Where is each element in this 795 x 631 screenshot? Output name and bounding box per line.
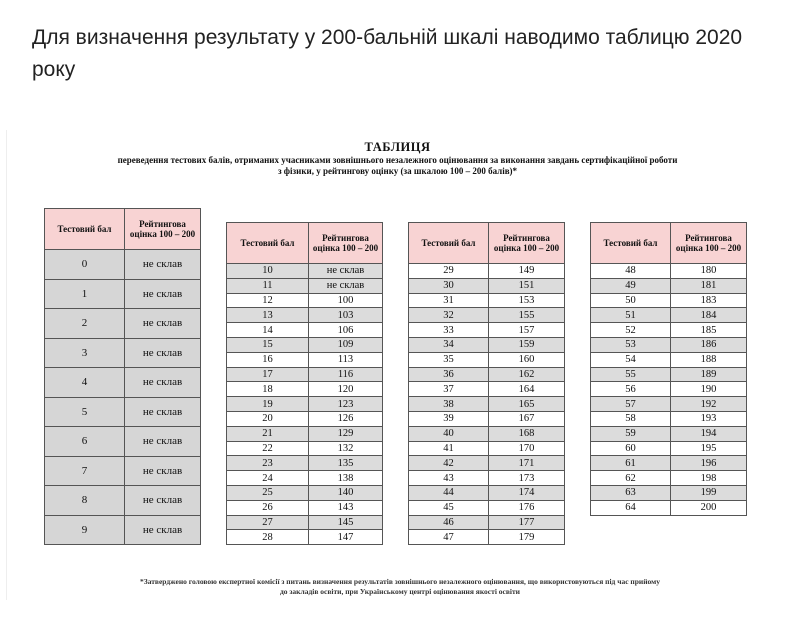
test-score-cell: 54: [591, 352, 671, 367]
test-score-cell: 62: [591, 471, 671, 486]
rating-cell: 199: [671, 485, 747, 500]
table-row: [45, 279, 201, 309]
test-score-cell: 45: [409, 500, 489, 515]
test-score-cell: 58: [591, 411, 671, 426]
rating-cell: 184: [671, 308, 747, 323]
table-row: [227, 426, 383, 441]
table-row: [227, 456, 383, 471]
table-row: [591, 337, 747, 352]
rating-cell: 183: [671, 293, 747, 308]
test-score-cell: 63: [591, 485, 671, 500]
table-row: [591, 411, 747, 426]
table-row: [591, 323, 747, 338]
table-row: [591, 264, 747, 279]
table-row: [227, 352, 383, 367]
table-row: [227, 382, 383, 397]
table-row: [591, 426, 747, 441]
table-row: [45, 338, 201, 368]
rating-cell: 109: [309, 337, 383, 352]
test-score-cell: 12: [227, 293, 309, 308]
table-row: [227, 308, 383, 323]
table-row: [227, 264, 383, 279]
test-score-cell: 23: [227, 456, 309, 471]
rating-cell: 100: [309, 293, 383, 308]
test-score-cell: 24: [227, 471, 309, 486]
test-score-cell: 37: [409, 382, 489, 397]
rating-cell: не склав: [125, 309, 201, 339]
rating-cell: не склав: [125, 397, 201, 427]
table-row: [591, 293, 747, 308]
test-score-cell: 6: [45, 427, 125, 457]
table-row: [409, 367, 565, 382]
test-score-cell: 47: [409, 530, 489, 545]
rating-cell: 132: [309, 441, 383, 456]
test-score-cell: 8: [45, 486, 125, 516]
rating-cell: 103: [309, 308, 383, 323]
rating-cell: 189: [671, 367, 747, 382]
column-header-rating: Рейтингова оцінка 100 – 200: [671, 223, 747, 264]
table-row: [227, 323, 383, 338]
test-score-cell: 4: [45, 368, 125, 398]
test-score-cell: 21: [227, 426, 309, 441]
rating-cell: 200: [671, 500, 747, 515]
table-row: [45, 368, 201, 398]
test-score-cell: 7: [45, 456, 125, 486]
column-header-test-score: Тестовий бал: [591, 223, 671, 264]
test-score-cell: 17: [227, 367, 309, 382]
rating-cell: 155: [489, 308, 565, 323]
table-row: [227, 397, 383, 412]
rating-cell: 170: [489, 441, 565, 456]
rating-cell: 194: [671, 426, 747, 441]
table-row: [591, 352, 747, 367]
table-row: [409, 352, 565, 367]
table-row: [409, 456, 565, 471]
table-row: [409, 308, 565, 323]
rating-cell: 177: [489, 515, 565, 530]
score-table-3: [408, 222, 565, 545]
document-subtitle-line1: переведення тестових балів, отриманих учасниками зовнішнього незалежного оцінювання за виконання завдань сертифікаційної роботи: [117, 155, 678, 165]
rating-cell: 167: [489, 411, 565, 426]
rating-cell: 186: [671, 337, 747, 352]
table-row: [45, 250, 201, 280]
footnote-line1: *Затверджено головою експертної комісії з питань визначення результатів зовнішнього незалежного оцінювання, що використовуються під час прийому: [139, 577, 661, 586]
rating-cell: 145: [309, 515, 383, 530]
test-score-cell: 61: [591, 456, 671, 471]
table-row: [591, 382, 747, 397]
footnote: [60, 577, 740, 597]
rating-cell: не склав: [125, 368, 201, 398]
test-score-cell: 25: [227, 485, 309, 500]
rating-cell: 188: [671, 352, 747, 367]
score-table-1: [44, 208, 201, 545]
rating-cell: 193: [671, 411, 747, 426]
rating-cell: не склав: [125, 279, 201, 309]
test-score-cell: 32: [409, 308, 489, 323]
test-score-cell: 33: [409, 323, 489, 338]
table-row: [45, 427, 201, 457]
table-row: [409, 530, 565, 545]
test-score-cell: 14: [227, 323, 309, 338]
score-table-2: [226, 222, 383, 545]
table-row: [45, 515, 201, 545]
table-row: [227, 471, 383, 486]
score-table-4: [590, 222, 747, 516]
table-row: [227, 441, 383, 456]
test-score-cell: 64: [591, 500, 671, 515]
table-row: [409, 264, 565, 279]
test-score-cell: 53: [591, 337, 671, 352]
test-score-cell: 51: [591, 308, 671, 323]
rating-cell: 106: [309, 323, 383, 338]
rating-cell: 149: [489, 264, 565, 279]
rating-cell: 162: [489, 367, 565, 382]
rating-cell: не склав: [309, 278, 383, 293]
rating-cell: 138: [309, 471, 383, 486]
test-score-cell: 5: [45, 397, 125, 427]
test-score-cell: 3: [45, 338, 125, 368]
column-header-rating: Рейтингова оцінка 100 – 200: [309, 223, 383, 264]
test-score-cell: 59: [591, 426, 671, 441]
document-subtitle: [40, 155, 755, 177]
column-header-test-score: Тестовий бал: [409, 223, 489, 264]
rating-cell: 151: [489, 278, 565, 293]
document-subtitle-line2: з фізики, у рейтингову оцінку (за шкалою 100 – 200 балів)*: [277, 166, 518, 176]
test-score-cell: 27: [227, 515, 309, 530]
test-score-cell: 34: [409, 337, 489, 352]
table-row: [227, 500, 383, 515]
table-row: [409, 293, 565, 308]
test-score-cell: 40: [409, 426, 489, 441]
table-row: [45, 456, 201, 486]
rating-cell: 157: [489, 323, 565, 338]
rating-cell: 176: [489, 500, 565, 515]
test-score-cell: 2: [45, 309, 125, 339]
test-score-cell: 49: [591, 278, 671, 293]
table-row: [591, 471, 747, 486]
test-score-cell: 52: [591, 323, 671, 338]
table-row: [227, 367, 383, 382]
test-score-cell: 56: [591, 382, 671, 397]
table-row: [409, 382, 565, 397]
rating-cell: 160: [489, 352, 565, 367]
test-score-cell: 20: [227, 411, 309, 426]
test-score-cell: 10: [227, 264, 309, 279]
rating-cell: 180: [671, 264, 747, 279]
rating-cell: 123: [309, 397, 383, 412]
table-row: [409, 471, 565, 486]
test-score-cell: 29: [409, 264, 489, 279]
rating-cell: 113: [309, 352, 383, 367]
rating-cell: 165: [489, 397, 565, 412]
test-score-cell: 28: [227, 530, 309, 545]
table-row: [591, 441, 747, 456]
test-score-cell: 57: [591, 397, 671, 412]
table-row: [227, 278, 383, 293]
table-row: [227, 530, 383, 545]
test-score-cell: 48: [591, 264, 671, 279]
table-row: [591, 308, 747, 323]
column-header-test-score: Тестовий бал: [227, 223, 309, 264]
test-score-cell: 60: [591, 441, 671, 456]
test-score-cell: 35: [409, 352, 489, 367]
table-row: [227, 485, 383, 500]
test-score-cell: 18: [227, 382, 309, 397]
test-score-cell: 39: [409, 411, 489, 426]
table-row: [591, 367, 747, 382]
page-heading: Для визначення результату у 200-бальній шкалі наводимо таблицю 2020 року: [32, 26, 743, 81]
table-row: [409, 397, 565, 412]
table-row: [409, 500, 565, 515]
test-score-cell: 46: [409, 515, 489, 530]
rating-cell: 196: [671, 456, 747, 471]
table-row: [409, 515, 565, 530]
test-score-cell: 19: [227, 397, 309, 412]
rating-cell: не склав: [125, 515, 201, 545]
test-score-cell: 50: [591, 293, 671, 308]
test-score-cell: 26: [227, 500, 309, 515]
rating-cell: 120: [309, 382, 383, 397]
rating-cell: 181: [671, 278, 747, 293]
rating-cell: 185: [671, 323, 747, 338]
test-score-cell: 9: [45, 515, 125, 545]
test-score-cell: 41: [409, 441, 489, 456]
document-title: ТАБЛИЦЯ: [364, 140, 431, 154]
footnote-line2: до закладів освіти, при Українському центрі оцінювання якості освіти: [280, 587, 520, 596]
test-score-cell: 55: [591, 367, 671, 382]
table-row: [409, 323, 565, 338]
test-score-cell: 22: [227, 441, 309, 456]
rating-cell: 153: [489, 293, 565, 308]
rating-cell: 171: [489, 456, 565, 471]
rating-cell: 159: [489, 337, 565, 352]
rating-cell: 174: [489, 485, 565, 500]
rating-cell: 192: [671, 397, 747, 412]
test-score-cell: 15: [227, 337, 309, 352]
rating-cell: 140: [309, 485, 383, 500]
rating-cell: 143: [309, 500, 383, 515]
test-score-cell: 1: [45, 279, 125, 309]
table-row: [591, 500, 747, 515]
rating-cell: не склав: [125, 456, 201, 486]
rating-cell: 198: [671, 471, 747, 486]
table-row: [45, 309, 201, 339]
rating-cell: не склав: [125, 250, 201, 280]
rating-cell: 173: [489, 471, 565, 486]
rating-cell: 116: [309, 367, 383, 382]
table-row: [591, 456, 747, 471]
rating-cell: не склав: [309, 264, 383, 279]
table-row: [227, 411, 383, 426]
column-header-test-score: Тестовий бал: [45, 209, 125, 250]
table-row: [409, 337, 565, 352]
rating-cell: не склав: [125, 338, 201, 368]
test-score-cell: 44: [409, 485, 489, 500]
test-score-cell: 11: [227, 278, 309, 293]
content-edge-line: [6, 130, 7, 600]
rating-cell: 126: [309, 411, 383, 426]
test-score-cell: 30: [409, 278, 489, 293]
table-row: [591, 278, 747, 293]
rating-cell: 179: [489, 530, 565, 545]
table-row: [45, 486, 201, 516]
rating-cell: не склав: [125, 427, 201, 457]
test-score-cell: 38: [409, 397, 489, 412]
table-row: [409, 411, 565, 426]
table-row: [409, 426, 565, 441]
test-score-cell: 16: [227, 352, 309, 367]
table-row: [591, 397, 747, 412]
rating-cell: 147: [309, 530, 383, 545]
test-score-cell: 0: [45, 250, 125, 280]
test-score-cell: 43: [409, 471, 489, 486]
test-score-cell: 42: [409, 456, 489, 471]
test-score-cell: 13: [227, 308, 309, 323]
column-header-rating: Рейтингова оцінка 100 – 200: [125, 209, 201, 250]
table-row: [227, 337, 383, 352]
column-header-rating: Рейтингова оцінка 100 – 200: [489, 223, 565, 264]
table-row: [45, 397, 201, 427]
rating-cell: 164: [489, 382, 565, 397]
rating-cell: 135: [309, 456, 383, 471]
table-row: [409, 485, 565, 500]
table-row: [409, 278, 565, 293]
rating-cell: 195: [671, 441, 747, 456]
rating-cell: 168: [489, 426, 565, 441]
table-row: [227, 515, 383, 530]
table-row: [227, 293, 383, 308]
table-row: [409, 441, 565, 456]
test-score-cell: 36: [409, 367, 489, 382]
test-score-cell: 31: [409, 293, 489, 308]
table-row: [591, 485, 747, 500]
rating-cell: не склав: [125, 486, 201, 516]
rating-cell: 190: [671, 382, 747, 397]
rating-cell: 129: [309, 426, 383, 441]
